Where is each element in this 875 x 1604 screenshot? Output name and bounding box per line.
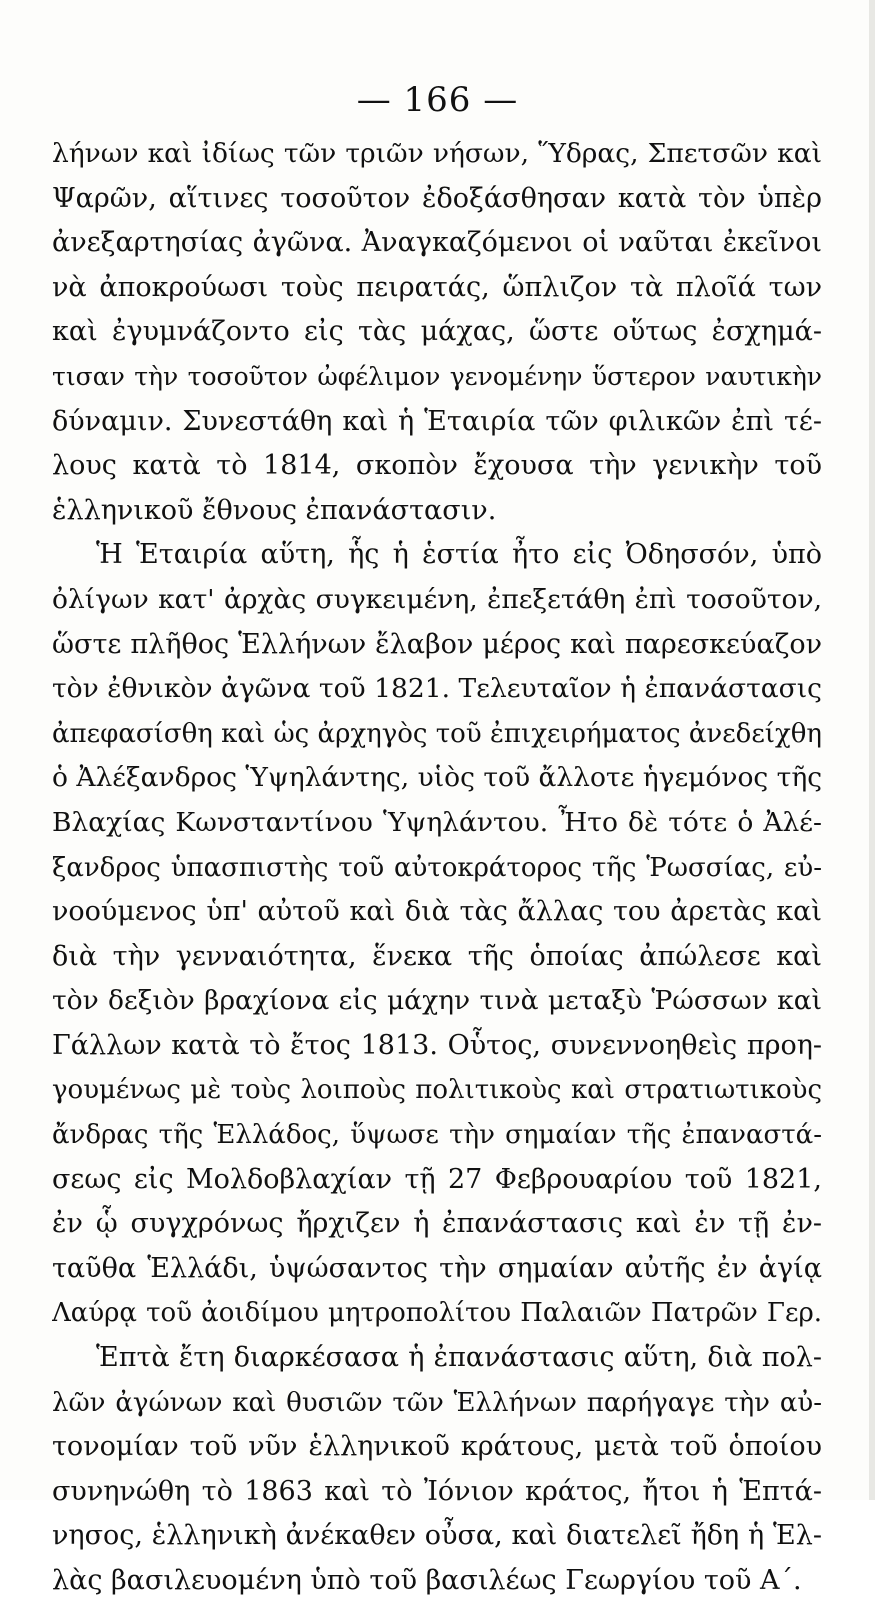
text-line: νησος, ἑλληνικὴ ἀνέκαθεν οὖσα, καὶ διατελεῖ ἤδη ἡ Ἑλ- bbox=[52, 1520, 822, 1552]
paragraph-first-line: Ἡ Ἑταιρία αὕτη, ἧς ἡ ἑστία ἦτο εἰς Ὀδησσόν, ὑπὸ bbox=[96, 539, 822, 571]
text-line: ἄνδρας τῆς Ἑλλάδος, ὕψωσε τὴν σημαίαν τῆς ἐπαναστά- bbox=[52, 1120, 822, 1151]
page-number: — 166 — bbox=[356, 80, 519, 120]
page-edge bbox=[869, 0, 875, 1500]
text-line: λὰς βασιλευομένη ὑπὸ τοῦ βασιλέως Γεωργίου τοῦ Α΄. bbox=[52, 1565, 802, 1596]
text-line: ὁ Ἀλέξανδρος Ὑψηλάντης, υἱὸς τοῦ ἄλλοτε ἡγεμόνος τῆς bbox=[52, 762, 822, 794]
text-line: δύναμιν. Συνεστάθη καὶ ἡ Ἑταιρία τῶν φιλικῶν ἐπὶ τέ- bbox=[52, 405, 822, 437]
text-line: ταῦθα Ἑλλάδι, ὑψώσαντος τὴν σημαίαν αὐτῆς ἐν ἁγίᾳ bbox=[52, 1252, 822, 1284]
text-line: διὰ τὴν γενναιότητα, ἕνεκα τῆς ὁποίας ἀπώλεσε καὶ bbox=[52, 940, 822, 972]
text-line: τισαν τὴν τοσοῦτον ὠφέλιμον γενομένην ὕστερον ναυτικὴν bbox=[52, 361, 822, 391]
text-line: νοούμενος ὑπ' αὐτοῦ καὶ διὰ τὰς ἄλλας του ἀρετὰς καὶ bbox=[52, 896, 822, 928]
text-line: τὸν ἐθνικὸν ἀγῶνα τοῦ 1821. Τελευταῖον ἡ ἐπανάστασις bbox=[52, 673, 822, 705]
text-line: νὰ ἀποκρούωσι τοὺς πειρατάς, ὥπλιζον τὰ πλοῖά των bbox=[52, 271, 822, 303]
text-line: καὶ ἐγυμνάζοντο εἰς τὰς μάχας, ὥστε οὕτως ἐσχημά- bbox=[52, 316, 822, 348]
text-line: ὥστε πλῆθος Ἑλλήνων ἔλαβον μέρος καὶ παρεσκεύαζον bbox=[52, 628, 822, 660]
body-text bbox=[52, 132, 822, 1604]
text-line: ξανδρος ὑπασπιστὴς τοῦ αὐτοκράτορος τῆς Ῥωσσίας, εὐ- bbox=[52, 852, 822, 883]
text-line: λους κατὰ τὸ 1814, σκοπὸν ἔχουσα τὴν γενικὴν τοῦ bbox=[52, 450, 822, 482]
text-line: Βλαχίας Κωνσταντίνου Ὑψηλάντου. Ἦτο δὲ τότε ὁ Ἀλέ- bbox=[52, 806, 822, 838]
text-line: λῶν ἀγώνων καὶ θυσιῶν τῶν Ἑλλήνων παρήγαγε τὴν αὐ- bbox=[52, 1387, 822, 1418]
text-line: ἀνεξαρτησίας ἀγῶνα. Ἀναγκαζόμενοι οἱ ναῦται ἐκεῖνοι bbox=[52, 227, 822, 259]
text-line: Γάλλων κατὰ τὸ ἔτος 1813. Οὗτος, συνεννοηθεὶς προη- bbox=[52, 1029, 822, 1061]
text-line: τονομίαν τοῦ νῦν ἑλληνικοῦ κράτους, μετὰ τοῦ ὁποίου bbox=[52, 1431, 822, 1463]
text-line: σεως εἰς Μολδοβλαχίαν τῇ 27 Φεβρουαρίου τοῦ 1821, bbox=[52, 1163, 822, 1195]
text-line: ἀπεφασίσθη καὶ ὡς ἀρχηγὸς τοῦ ἐπιχειρήματος ἀνεδείχθη bbox=[52, 718, 822, 749]
text-line: ὀλίγων κατ' ἀρχὰς συγκειμένη, ἐπεξετάθη ἐπὶ τοσοῦτον, bbox=[52, 583, 822, 615]
text-line: ἐν ᾧ συγχρόνως ἤρχιζεν ἡ ἐπανάστασις καὶ ἐν τῇ ἐν- bbox=[52, 1208, 822, 1240]
text-line: λήνων καὶ ἰδίως τῶν τριῶν νήσων, Ὕδρας, Σπετσῶν καὶ bbox=[52, 138, 822, 169]
text-line: συνηνώθη τὸ 1863 καὶ τὸ Ἰόνιον κράτος, ἤτοι ἡ Ἑπτά- bbox=[52, 1475, 822, 1507]
text-line: γουμένως μὲ τοὺς λοιποὺς πολιτικοὺς καὶ στρατιωτικοὺς bbox=[52, 1075, 822, 1106]
text-line: ἑλληνικοῦ ἔθνους ἐπανάστασιν. bbox=[52, 494, 497, 526]
text-line: Λαύρᾳ τοῦ ἀοιδίμου μητροπολίτου Παλαιῶν Πατρῶν Γερ. bbox=[52, 1298, 822, 1329]
paragraph-first-line: Ἑπτὰ ἔτη διαρκέσασα ἡ ἐπανάστασις αὕτη, διὰ πολ- bbox=[96, 1342, 822, 1374]
text-line: Ψαρῶν, αἵτινες τοσοῦτον ἐδοξάσθησαν κατὰ τὸν ὑπὲρ bbox=[52, 182, 822, 214]
text-line: τὸν δεξιὸν βραχίονα εἰς μάχην τινὰ μεταξὺ Ῥώσσων καὶ bbox=[52, 985, 822, 1017]
